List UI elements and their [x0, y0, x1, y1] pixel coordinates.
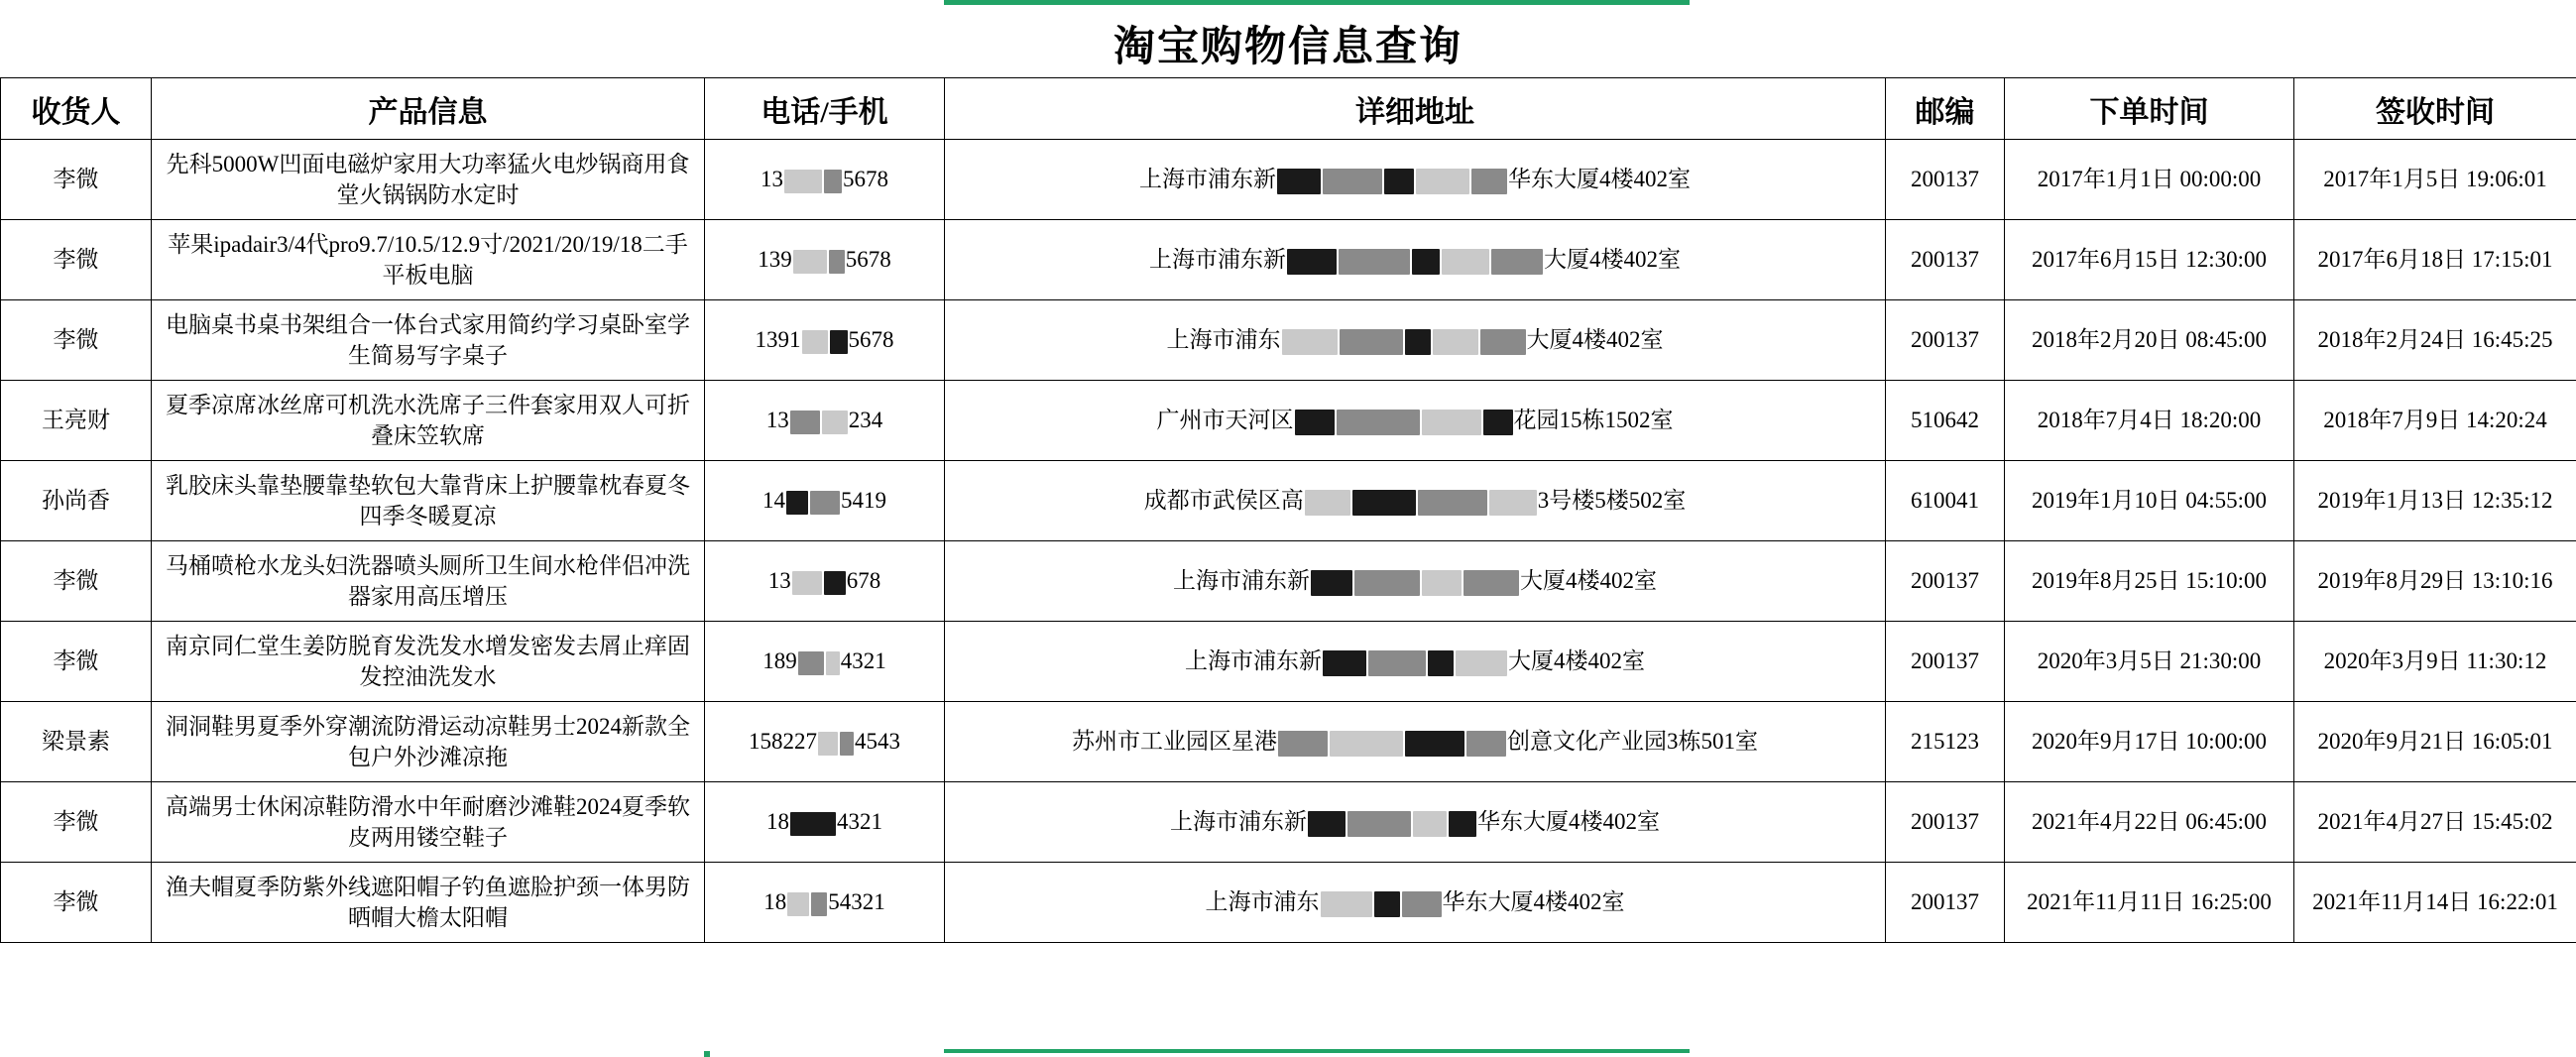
- redaction-block: [1491, 249, 1543, 275]
- cell-order-time[interactable]: 2017年6月15日 12:30:00: [2005, 220, 2294, 300]
- cell-recipient[interactable]: 李微: [1, 140, 152, 220]
- cell-recipient[interactable]: 李微: [1, 220, 152, 300]
- cell-product[interactable]: 南京同仁堂生姜防脱育发洗发水增发密发去屑止痒固发控油洗发水: [152, 622, 705, 702]
- table-row[interactable]: [1, 702, 2576, 782]
- phone-redacted: 13 678: [767, 568, 881, 594]
- redaction-block: [1278, 731, 1328, 757]
- redaction-block: [798, 651, 824, 675]
- redaction-block: [829, 250, 845, 274]
- cell-receipt-time[interactable]: 2020年3月9日 11:30:12: [2294, 622, 2576, 702]
- cell-recipient[interactable]: 李微: [1, 541, 152, 622]
- redaction-block: [1483, 410, 1513, 435]
- cell-recipient[interactable]: 李微: [1, 622, 152, 702]
- selection-handle[interactable]: [704, 1051, 710, 1057]
- cell-zip[interactable]: 200137: [1886, 300, 2005, 381]
- redaction-block: [1321, 891, 1372, 917]
- redaction-block: [1418, 490, 1487, 516]
- redaction-block: [1340, 329, 1403, 355]
- cell-zip[interactable]: 200137: [1886, 782, 2005, 863]
- redaction-block: [840, 732, 854, 756]
- cell-zip[interactable]: 200137: [1886, 140, 2005, 220]
- redaction-block: [830, 330, 848, 354]
- redaction-block: [822, 411, 848, 434]
- cell-zip[interactable]: 200137: [1886, 622, 2005, 702]
- redaction-block: [1480, 329, 1526, 355]
- redaction-block: [1384, 169, 1414, 194]
- redaction-block: [1489, 490, 1537, 516]
- table-header-row: [1, 78, 2576, 140]
- cell-zip[interactable]: 200137: [1886, 863, 2005, 943]
- cell-product[interactable]: 马桶喷枪水龙头妇洗器喷头厕所卫生间水枪伴侣冲洗器家用高压增压: [152, 541, 705, 622]
- cell-zip[interactable]: 200137: [1886, 220, 2005, 300]
- redaction-block: [818, 732, 838, 756]
- cell-product[interactable]: 先科5000W凹面电磁炉家用大功率猛火电炒锅商用食堂火锅锅防水定时: [152, 140, 705, 220]
- redaction-block: [790, 411, 820, 434]
- redaction-block: [1305, 490, 1350, 516]
- redaction-block: [1347, 811, 1411, 837]
- phone-redacted: 139 5678: [758, 247, 891, 273]
- cell-zip[interactable]: 610041: [1886, 461, 2005, 541]
- redaction-block: [1449, 811, 1476, 837]
- cell-address[interactable]: 上海市浦东新 大厦4楼402室: [945, 622, 1886, 702]
- table-row[interactable]: [1, 782, 2576, 863]
- cell-address[interactable]: 上海市浦东新 大厦4楼402室: [945, 220, 1886, 300]
- redaction-block: [1330, 731, 1403, 757]
- redaction-block: [784, 170, 822, 193]
- redaction-block: [1337, 410, 1420, 435]
- table-row[interactable]: [1, 622, 2576, 702]
- column-header-order-time: 下单时间: [2005, 78, 2294, 140]
- column-header-product: 产品信息: [152, 78, 705, 140]
- table-row[interactable]: [1, 461, 2576, 541]
- redaction-block: [1442, 249, 1489, 275]
- redaction-block: [802, 330, 828, 354]
- cell-address[interactable]: 上海市浦东新 华东大厦4楼402室: [945, 782, 1886, 863]
- cell-recipient[interactable]: 孙尚香: [1, 461, 152, 541]
- cell-phone[interactable]: [705, 782, 945, 863]
- cell-order-time[interactable]: 2020年3月5日 21:30:00: [2005, 622, 2294, 702]
- selection-highlight-bottom: [944, 1049, 1690, 1053]
- cell-receipt-time[interactable]: 2020年9月21日 16:05:01: [2294, 702, 2576, 782]
- redaction-block: [1422, 570, 1462, 596]
- redaction-block: [811, 892, 827, 916]
- phone-redacted: 18 4321: [766, 809, 882, 835]
- cell-phone[interactable]: [705, 541, 945, 622]
- cell-zip[interactable]: 510642: [1886, 381, 2005, 461]
- cell-order-time[interactable]: 2017年1月1日 00:00:00: [2005, 140, 2294, 220]
- redaction-block: [1339, 249, 1410, 275]
- redaction-block: [1368, 650, 1426, 676]
- phone-redacted: 158227 4543: [749, 729, 900, 755]
- redaction-block: [1352, 490, 1416, 516]
- cell-order-time[interactable]: 2018年2月20日 08:45:00: [2005, 300, 2294, 381]
- redaction-block: [1433, 329, 1478, 355]
- redaction-block: [1466, 731, 1506, 757]
- cell-product[interactable]: 乳胶床头靠垫腰靠垫软包大靠背床上护腰靠枕春夏冬四季冬暖夏凉: [152, 461, 705, 541]
- table-row[interactable]: [1, 541, 2576, 622]
- cell-zip[interactable]: 215123: [1886, 702, 2005, 782]
- phone-redacted: 13 5678: [761, 167, 888, 192]
- cell-order-time[interactable]: 2020年9月17日 10:00:00: [2005, 702, 2294, 782]
- redaction-block: [1456, 650, 1507, 676]
- cell-zip[interactable]: 200137: [1886, 541, 2005, 622]
- cell-product[interactable]: 夏季凉席冰丝席可机洗水洗席子三件套家用双人可折叠床笠软席: [152, 381, 705, 461]
- cell-phone[interactable]: [705, 702, 945, 782]
- cell-address[interactable]: 上海市浦东新 华东大厦4楼402室: [945, 140, 1886, 220]
- redaction-block: [1354, 570, 1420, 596]
- cell-phone[interactable]: [705, 622, 945, 702]
- cell-recipient[interactable]: 王亮财: [1, 381, 152, 461]
- cell-phone[interactable]: [705, 381, 945, 461]
- cell-address[interactable]: 广州市天河区 花园15栋1502室: [945, 381, 1886, 461]
- cell-phone[interactable]: [705, 300, 945, 381]
- table-row[interactable]: [1, 220, 2576, 300]
- cell-address[interactable]: 成都市武侯区高 3号楼5楼502室: [945, 461, 1886, 541]
- redaction-block: [1413, 811, 1447, 837]
- cell-receipt-time[interactable]: 2018年7月9日 14:20:24: [2294, 381, 2576, 461]
- cell-address[interactable]: 上海市浦东新 大厦4楼402室: [945, 541, 1886, 622]
- phone-redacted: 14 5419: [762, 488, 886, 514]
- cell-order-time[interactable]: 2019年1月10日 04:55:00: [2005, 461, 2294, 541]
- cell-receipt-time[interactable]: 2019年8月29日 13:10:16: [2294, 541, 2576, 622]
- cell-order-time[interactable]: 2021年11月11日 16:25:00: [2005, 863, 2294, 943]
- cell-phone[interactable]: [705, 140, 945, 220]
- table-row[interactable]: [1, 863, 2576, 943]
- phone-redacted: 189 4321: [762, 648, 886, 674]
- orders-table: [0, 77, 2576, 943]
- cell-order-time[interactable]: 2018年7月4日 18:20:00: [2005, 381, 2294, 461]
- phone-redacted: 13 234: [765, 408, 883, 433]
- redaction-block: [1277, 169, 1321, 194]
- cell-address[interactable]: 苏州市工业园区星港 创意文化产业园3栋501室: [945, 702, 1886, 782]
- cell-order-time[interactable]: 2021年4月22日 06:45:00: [2005, 782, 2294, 863]
- page-title: 淘宝购物信息查询: [1112, 25, 1463, 70]
- redaction-block: [810, 491, 840, 515]
- cell-receipt-time[interactable]: 2017年1月5日 19:06:01: [2294, 140, 2576, 220]
- column-header-zip: 邮编: [1886, 78, 2005, 140]
- cell-order-time[interactable]: 2019年8月25日 15:10:00: [2005, 541, 2294, 622]
- cell-receipt-time[interactable]: 2017年6月18日 17:15:01: [2294, 220, 2576, 300]
- cell-phone[interactable]: [705, 220, 945, 300]
- phone-redacted: 18 54321: [763, 889, 885, 915]
- redaction-block: [790, 812, 836, 836]
- redaction-block: [793, 250, 827, 274]
- redaction-block: [1308, 811, 1346, 837]
- cell-product[interactable]: 洞洞鞋男夏季外穿潮流防滑运动凉鞋男士2024新款全包户外沙滩凉拖: [152, 702, 705, 782]
- redaction-block: [1428, 650, 1454, 676]
- redaction-block: [1405, 329, 1431, 355]
- redaction-block: [1282, 329, 1338, 355]
- redaction-block: [1405, 731, 1464, 757]
- redaction-block: [1422, 410, 1481, 435]
- redaction-block: [792, 571, 822, 595]
- redaction-block: [787, 892, 809, 916]
- cell-receipt-time[interactable]: 2021年4月27日 15:45:02: [2294, 782, 2576, 863]
- redaction-block: [1412, 249, 1440, 275]
- redaction-block: [824, 170, 842, 193]
- redaction-block: [1311, 570, 1352, 596]
- cell-recipient[interactable]: 梁景素: [1, 702, 152, 782]
- cell-receipt-time[interactable]: 2018年2月24日 16:45:25: [2294, 300, 2576, 381]
- redaction-block: [1323, 650, 1366, 676]
- selection-highlight-top: [944, 0, 1690, 5]
- redaction-block: [1471, 169, 1507, 194]
- redaction-block: [1295, 410, 1335, 435]
- redaction-block: [1374, 891, 1400, 917]
- redaction-block: [824, 571, 846, 595]
- redaction-block: [826, 651, 840, 675]
- column-header-recipient: 收货人: [1, 78, 152, 140]
- cell-address[interactable]: 上海市浦东 大厦4楼402室: [945, 300, 1886, 381]
- cell-receipt-time[interactable]: 2019年1月13日 12:35:12: [2294, 461, 2576, 541]
- cell-product[interactable]: 渔夫帽夏季防紫外线遮阳帽子钓鱼遮脸护颈一体男防晒帽大檐太阳帽: [152, 863, 705, 943]
- redaction-block: [1402, 891, 1442, 917]
- column-header-receipt-time: 签收时间: [2294, 78, 2576, 140]
- redaction-block: [786, 491, 808, 515]
- cell-address[interactable]: 上海市浦东 华东大厦4楼402室: [945, 863, 1886, 943]
- cell-receipt-time[interactable]: 2021年11月14日 16:22:01: [2294, 863, 2576, 943]
- redaction-block: [1323, 169, 1382, 194]
- cell-recipient[interactable]: 李微: [1, 782, 152, 863]
- cell-phone[interactable]: [705, 863, 945, 943]
- redaction-block: [1464, 570, 1519, 596]
- column-header-phone: 电话/手机: [705, 78, 945, 140]
- cell-recipient[interactable]: 李微: [1, 300, 152, 381]
- table-row[interactable]: [1, 300, 2576, 381]
- cell-recipient[interactable]: 李微: [1, 863, 152, 943]
- cell-product[interactable]: 高端男士休闲凉鞋防滑水中年耐磨沙滩鞋2024夏季软皮两用镂空鞋子: [152, 782, 705, 863]
- redaction-block: [1287, 249, 1337, 275]
- phone-redacted: 1391 5678: [755, 327, 894, 353]
- cell-product[interactable]: 电脑桌书桌书架组合一体台式家用简约学习桌卧室学生简易写字桌子: [152, 300, 705, 381]
- cell-phone[interactable]: [705, 461, 945, 541]
- table-row[interactable]: [1, 140, 2576, 220]
- column-header-address: 详细地址: [945, 78, 1886, 140]
- redaction-block: [1416, 169, 1469, 194]
- cell-product[interactable]: 苹果ipadair3/4代pro9.7/10.5/12.9寸/2021/20/19/18二手平板电脑: [152, 220, 705, 300]
- table-row[interactable]: [1, 381, 2576, 461]
